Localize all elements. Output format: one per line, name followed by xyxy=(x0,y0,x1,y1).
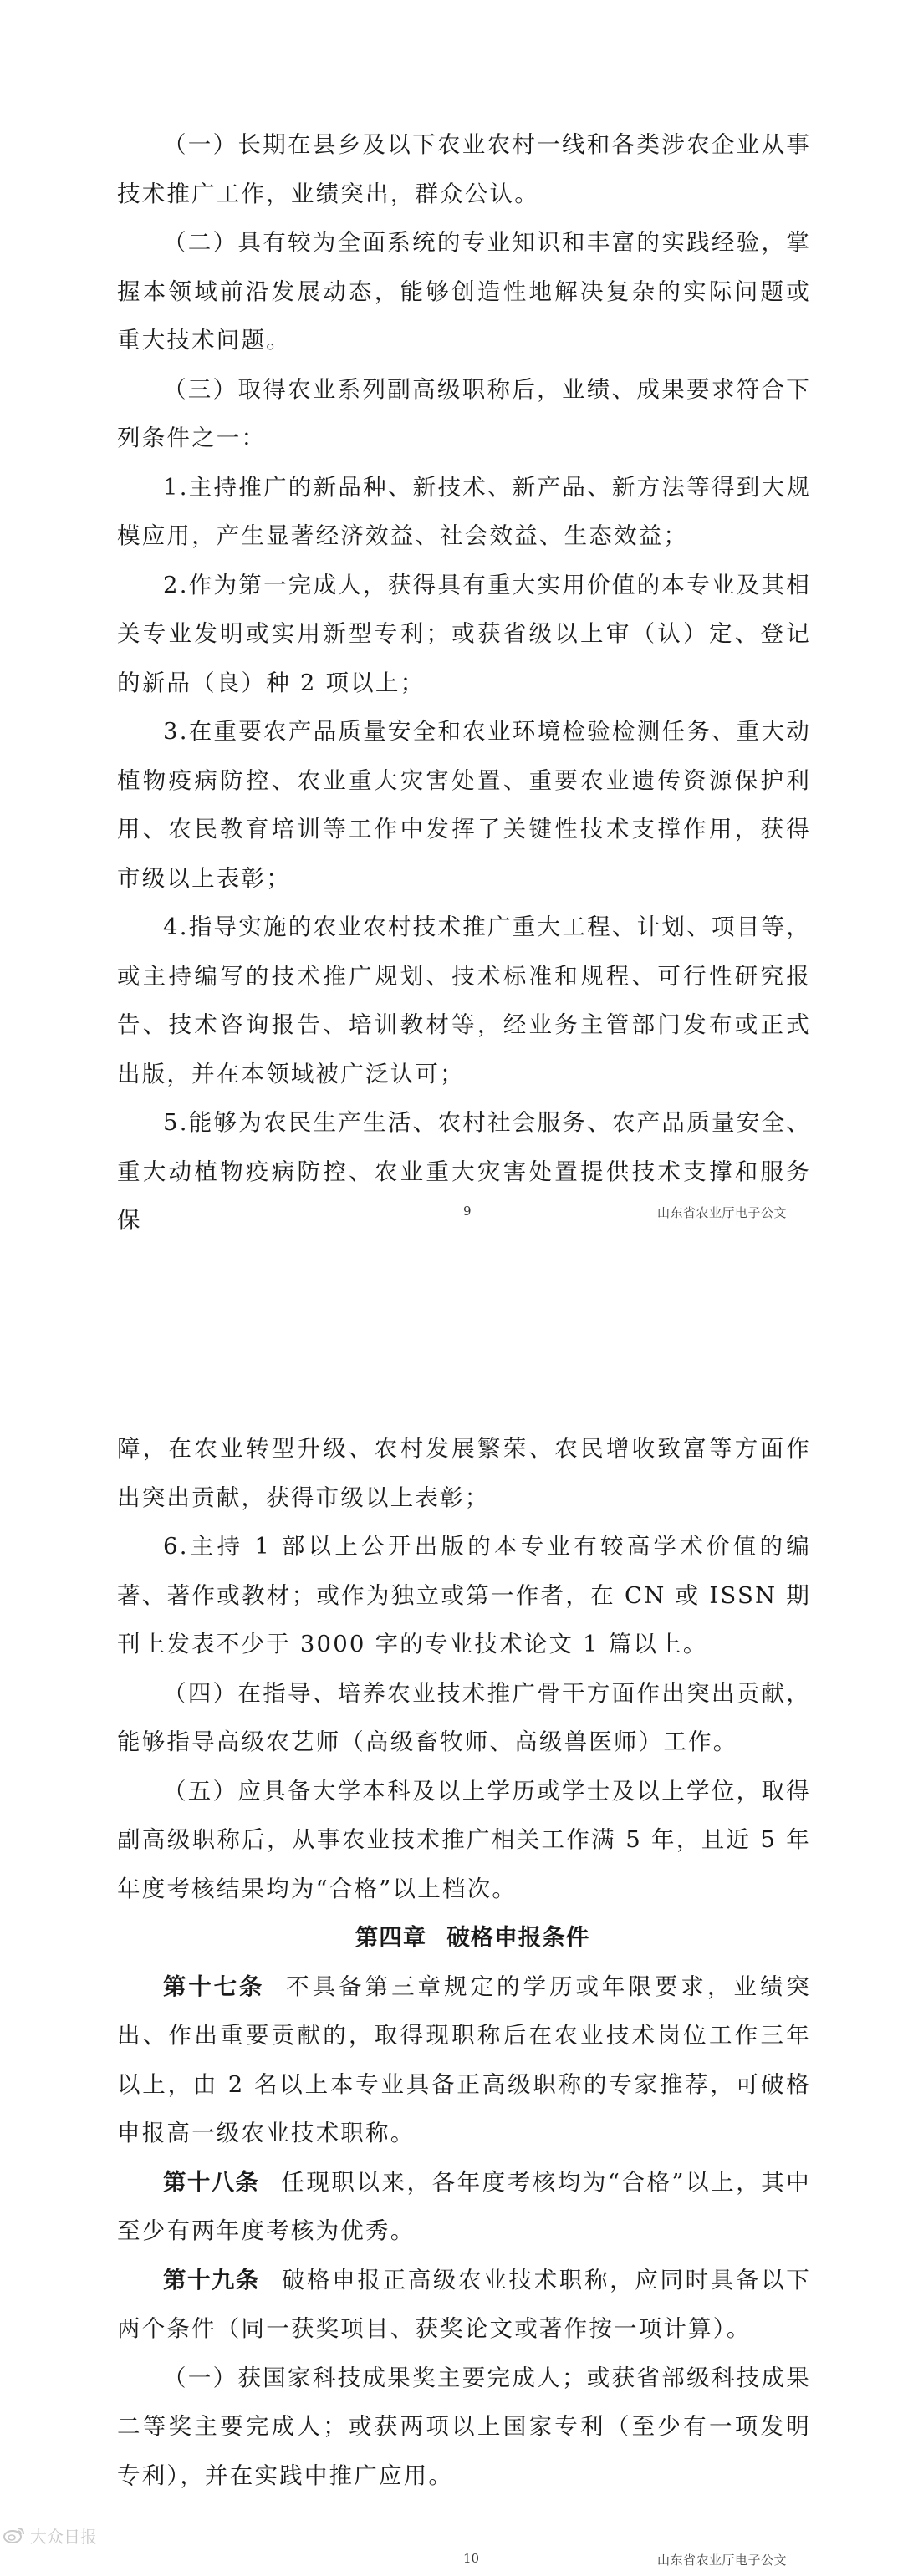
document-page-9 xyxy=(0,0,903,1270)
article-text: 不具备第三章规定的学历或年限要求，业绩突出、作出重要贡献的，取得现职称后在农业技术岗位工作三年以上，由 2 名以上本专业具备正高级职称的专家推荐，可破格申报高一级农业技术职称。 xyxy=(117,1973,812,2146)
article-17 xyxy=(117,1963,811,2158)
paragraph-1-2: （二）具有较为全面系统的专业知识和丰富的实践经验，掌握本领域前沿发展动态，能够创造性地解决复杂的实际问题或重大技术问题。 xyxy=(117,229,811,354)
page-body xyxy=(117,1424,811,2500)
list-item-6: 6.主持 1 部以上公开出版的本专业有较高学术价值的编著、著作或教材；或作为独立或第一作者，在 CN 或 ISSN 期刊上发表不少于 3000 字的专业技术论文 1 篇以上。 xyxy=(117,1533,811,1657)
footer-source: 山东省农业厅电子公文 xyxy=(657,1205,788,1220)
article-text: 破格申报正高级农业技术职称，应同时具备以下两个条件（同一获奖项目、获奖论文或著作按一项计算）。 xyxy=(117,2266,812,2342)
page-body xyxy=(117,120,811,1245)
list-item-4: 4.指导实施的农业农村技术推广重大工程、计划、项目等，或主持编写的技术推广规划、技术标准和规程、可行性研究报告、技术咨询报告、培训教材等，经业务主管部门发布或正式出版，并在本领域被广泛认可； xyxy=(117,914,811,1087)
watermark xyxy=(3,2523,97,2548)
paragraph-1-1: （一）长期在县乡及以下农业农村一线和各类涉农企业从事技术推广工作，业绩突出，群众公认。 xyxy=(117,131,811,207)
chapter-heading xyxy=(117,1913,811,1963)
paragraph-19-1: （一）获国家科技成果奖主要完成人；或获省部级科技成果二等奖主要完成人；或获两项以上国家专利（至少有一项发明专利），并在实践中推广应用。 xyxy=(117,2364,811,2489)
list-item-1: 1.主持推广的新品种、新技术、新产品、新方法等得到大规模应用，产生显著经济效益、社会效益、生态效益； xyxy=(117,473,811,549)
article-18 xyxy=(117,2158,811,2256)
article-label: 第十七条 xyxy=(163,1973,265,2000)
list-item-2: 2.作为第一完成人，获得具有重大实用价值的本专业及其相关专业发明或实用新型专利；或获省级以上审（认）定、登记的新品（良）种 2 项以上； xyxy=(117,571,811,696)
page-number: 10 xyxy=(463,2551,480,2566)
article-label: 第十八条 xyxy=(163,2168,260,2196)
watermark-text: 大众日报 xyxy=(30,2526,97,2547)
weibo-logo-icon xyxy=(3,2526,25,2544)
paragraph-2-5: （五）应具备大学本科及以上学历或学士及以上学位，取得副高级职称后，从事农业技术推广相关工作满 5 年，且近 5 年年度考核结果均为“合格”以上档次。 xyxy=(117,1777,811,1902)
list-item-5: 5.能够为农民生产生活、农村社会服务、农产品质量安全、重大动植物疫病防控、农业重大灾害处置提供技术支撑和服务保 xyxy=(117,1109,811,1234)
chapter-number: 第四章 xyxy=(355,1924,427,1951)
page-number: 9 xyxy=(463,1204,472,1219)
page-footer xyxy=(0,1204,903,1229)
paragraph-1-3: （三）取得农业系列副高级职称后，业绩、成果要求符合下列条件之一： xyxy=(117,375,811,451)
article-text: 任现职以来，各年度考核均为“合格”以上，其中至少有两年度考核为优秀。 xyxy=(117,2168,811,2244)
chapter-title: 破格申报条件 xyxy=(446,1924,590,1951)
article-19 xyxy=(117,2256,811,2354)
list-item-3: 3.在重要农产品质量安全和农业环境检验检测任务、重大动植物疫病防控、农业重大灾害处置、重要农业遗传资源保护利用、农民教育培训等工作中发挥了关键性技术支撑作用，获得市级以上表彰； xyxy=(117,718,811,892)
paragraph-2-4: （四）在指导、培养农业技术推广骨干方面作出突出贡献，能够指导高级农艺师（高级畜牧师、高级兽医师）工作。 xyxy=(117,1679,811,1755)
paragraph-continued: 障，在农业转型升级、农村发展繁荣、农民增收致富等方面作出突出贡献，获得市级以上表彰； xyxy=(117,1435,811,1511)
page-footer xyxy=(0,2551,903,2576)
footer-source: 山东省农业厅电子公文 xyxy=(657,2553,788,2568)
document-page-10 xyxy=(0,1304,903,2568)
article-label: 第十九条 xyxy=(163,2266,260,2293)
